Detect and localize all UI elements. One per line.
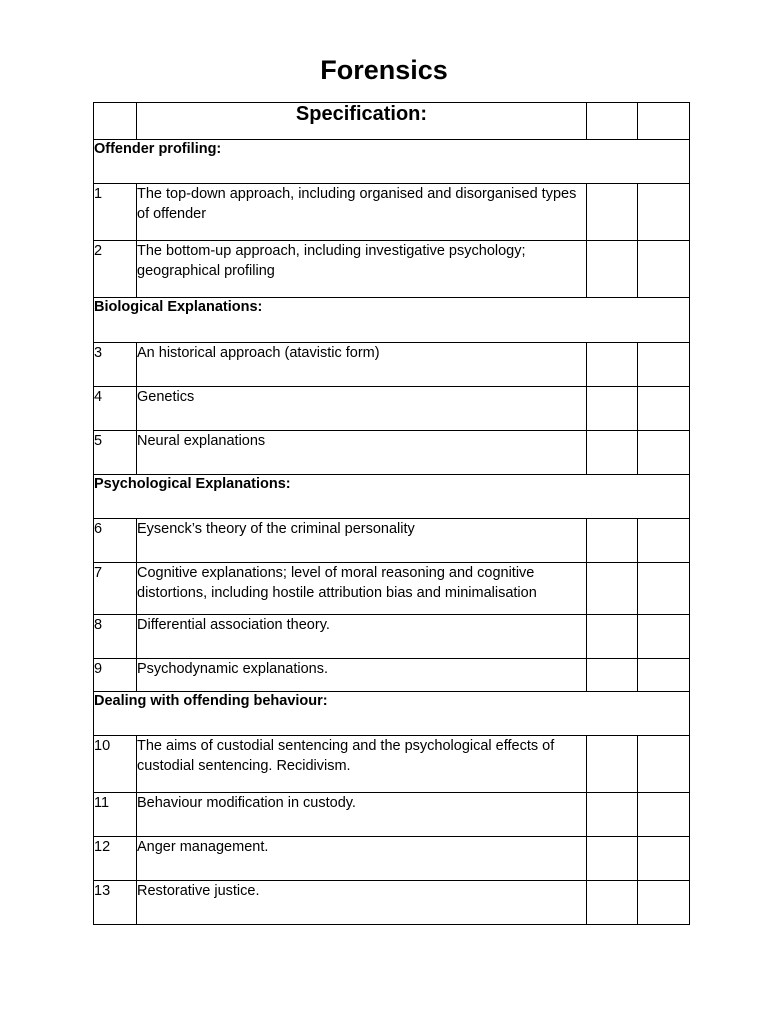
table-header-row — [94, 103, 690, 140]
check-cell-1[interactable] — [587, 793, 638, 837]
check-cell-1[interactable] — [587, 736, 638, 793]
item-description: Behaviour modification in custody. — [137, 793, 587, 837]
table-row — [94, 241, 690, 298]
item-number: 4 — [94, 387, 137, 431]
check-cell-2[interactable] — [638, 881, 690, 925]
page-title: Forensics — [320, 55, 448, 85]
section-heading: Biological Explanations: — [94, 298, 690, 343]
check-cell-1[interactable] — [587, 431, 638, 475]
check-cell-2[interactable] — [638, 387, 690, 431]
table-row — [94, 837, 690, 881]
item-description: An historical approach (atavistic form) — [137, 343, 587, 387]
section-heading: Offender profiling: — [94, 140, 690, 184]
check-cell-1[interactable] — [587, 519, 638, 563]
item-number: 11 — [94, 793, 137, 837]
check-cell-1[interactable] — [587, 241, 638, 298]
item-description: The bottom-up approach, including investigative psychology; geographical profiling — [137, 241, 587, 298]
check-cell-2[interactable] — [638, 431, 690, 475]
check-cell-1[interactable] — [587, 343, 638, 387]
check-cell-1[interactable] — [587, 837, 638, 881]
section-row — [94, 298, 690, 343]
item-number: 7 — [94, 563, 137, 615]
table-row — [94, 519, 690, 563]
item-number: 3 — [94, 343, 137, 387]
item-description: The top-down approach, including organised and disorganised types of offender — [137, 184, 587, 241]
check-cell-1[interactable] — [587, 387, 638, 431]
check-cell-2[interactable] — [638, 519, 690, 563]
item-description: Psychodynamic explanations. — [137, 659, 587, 692]
item-number: 1 — [94, 184, 137, 241]
check-cell-2[interactable] — [638, 793, 690, 837]
item-description: Restorative justice. — [137, 881, 587, 925]
item-description: Differential association theory. — [137, 615, 587, 659]
item-number: 10 — [94, 736, 137, 793]
section-row — [94, 475, 690, 519]
section-row — [94, 692, 690, 736]
check-cell-2[interactable] — [638, 343, 690, 387]
section-heading: Psychological Explanations: — [94, 475, 690, 519]
item-description: Cognitive explanations; level of moral reasoning and cognitive distortions, including hostile attribution bias and minimalisation — [137, 563, 587, 615]
check-cell-1[interactable] — [587, 615, 638, 659]
item-number: 13 — [94, 881, 137, 925]
table-row — [94, 387, 690, 431]
check-cell-2[interactable] — [638, 736, 690, 793]
header-check-cell-1 — [587, 103, 638, 140]
check-cell-2[interactable] — [638, 837, 690, 881]
section-heading: Dealing with offending behaviour: — [94, 692, 690, 736]
table-row — [94, 184, 690, 241]
header-check-cell-2 — [638, 103, 690, 140]
check-cell-2[interactable] — [638, 615, 690, 659]
section-row — [94, 140, 690, 184]
table-row — [94, 343, 690, 387]
item-description: Eysenck’s theory of the criminal personality — [137, 519, 587, 563]
table-row — [94, 659, 690, 692]
table-row — [94, 881, 690, 925]
specification-heading: Specification: — [137, 103, 587, 140]
item-number: 9 — [94, 659, 137, 692]
item-number: 12 — [94, 837, 137, 881]
check-cell-1[interactable] — [587, 563, 638, 615]
specification-table — [93, 102, 690, 925]
table-row — [94, 431, 690, 475]
header-blank-cell — [94, 103, 137, 140]
check-cell-2[interactable] — [638, 659, 690, 692]
item-description: Neural explanations — [137, 431, 587, 475]
table-row — [94, 793, 690, 837]
item-number: 8 — [94, 615, 137, 659]
item-description: Anger management. — [137, 837, 587, 881]
table-row — [94, 615, 690, 659]
item-number: 2 — [94, 241, 137, 298]
check-cell-1[interactable] — [587, 184, 638, 241]
check-cell-1[interactable] — [587, 659, 638, 692]
check-cell-2[interactable] — [638, 241, 690, 298]
table-row — [94, 736, 690, 793]
check-cell-1[interactable] — [587, 881, 638, 925]
item-number: 5 — [94, 431, 137, 475]
item-description: The aims of custodial sentencing and the psychological effects of custodial sentencing. Recidivism. — [137, 736, 587, 793]
item-description: Genetics — [137, 387, 587, 431]
check-cell-2[interactable] — [638, 563, 690, 615]
table-row — [94, 563, 690, 615]
item-number: 6 — [94, 519, 137, 563]
check-cell-2[interactable] — [638, 184, 690, 241]
